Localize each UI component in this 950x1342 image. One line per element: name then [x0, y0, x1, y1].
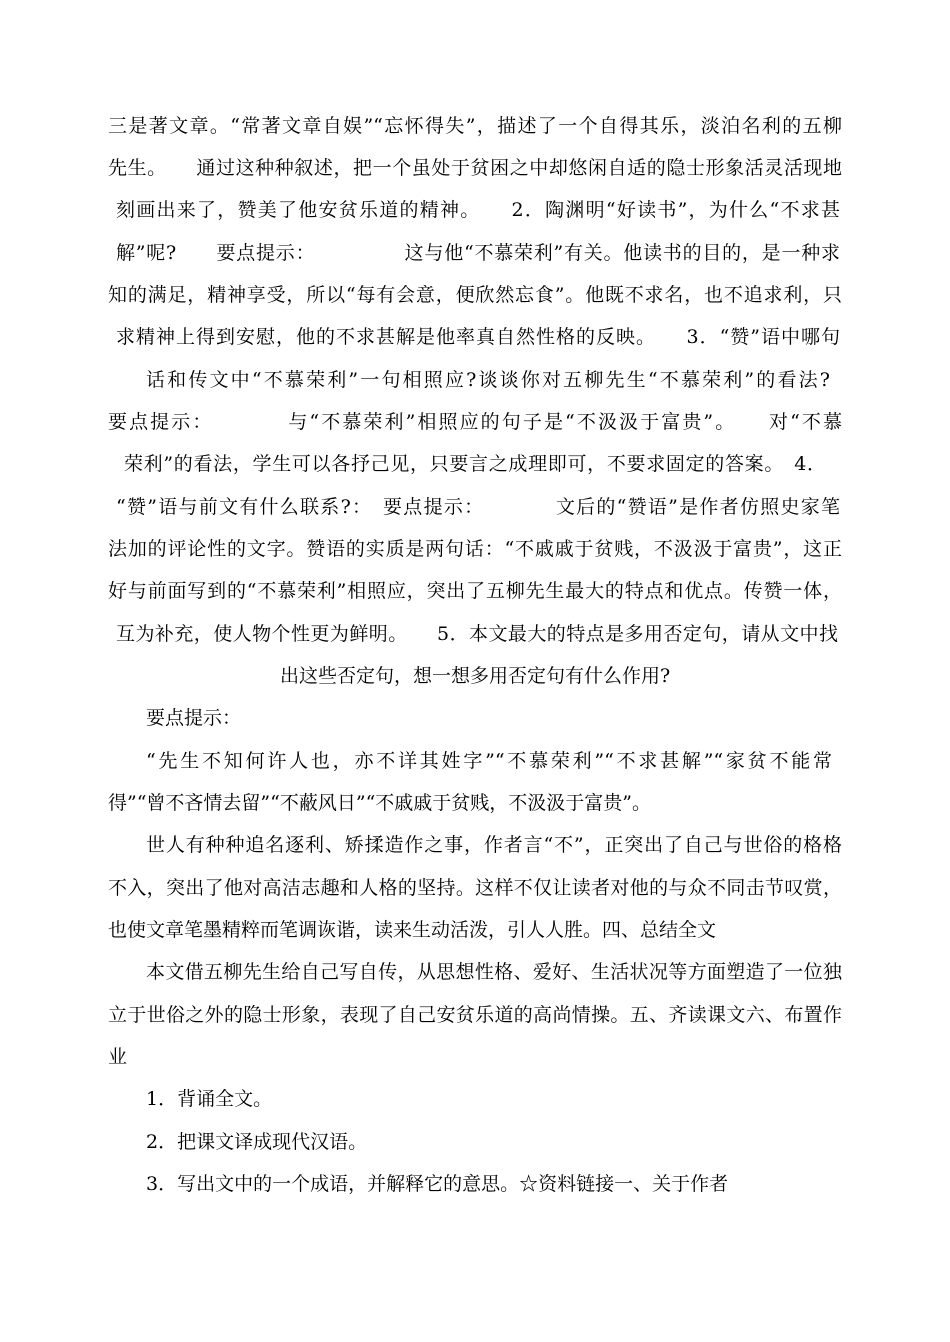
text-line-12: 好与前面写到的“不慕荣利”相照应，突出了五柳先生最大的特点和优点。传赞一体，	[108, 580, 842, 602]
text-line-24: 1．背诵全文。	[146, 1088, 273, 1110]
text-line-20: 也使文章笔墨精粹而笔调诙谐，读来生动活泼，引人人胜。四、总结全文	[108, 919, 717, 941]
text-line-7: 话和传文中“不慕荣利”一句相照应?谈谈你对五柳先生“不慕荣利”的看法?	[146, 369, 830, 391]
text-line-2: 先生。 通过这种种叙述，把一个虽处于贫困之中却悠闲自适的隐士形象活灵活现地	[108, 157, 842, 179]
text-line-14: 出这些否定句，想一想多用否定句有什么作用?	[280, 665, 671, 687]
text-line-15: 要点提示：	[146, 707, 242, 729]
text-line-21: 本文借五柳先生给自己写自传，从思想性格、爱好、生活状况等方面塑造了一位独	[146, 961, 842, 983]
text-line-19: 不入，突出了他对高洁志趣和人格的坚持。这样不仅让读者对他的与众不同击节叹赏，	[108, 877, 842, 899]
text-line-26: 3．写出文中的一个成语，并解释它的意思。☆资料链接一、关于作者	[146, 1173, 729, 1195]
text-line-3: 刻画出来了，赞美了他安贫乐道的精神。 2．陶渊明“好读书”，为什么“不求甚	[116, 199, 840, 221]
text-line-9: 荣利”的看法，学生可以各抒己见，只要言之成理即可，不要求固定的答案。 4．	[124, 453, 826, 475]
text-line-6: 求精神上得到安慰，他的不求甚解是他率真自然性格的反映。 3．“赞”语中哪句	[116, 326, 840, 348]
text-line-10: “赞”语与前文有什么联系?： 要点提示： 文后的“赞语”是作者仿照史家笔	[116, 496, 840, 518]
text-line-25: 2．把课文译成现代汉语。	[146, 1131, 368, 1153]
text-line-16: “先生不知何许人也，亦不详其姓字”“不慕荣利”“不求甚解”“家贫不能常	[146, 750, 832, 772]
text-line-8: 要点提示： 与“不慕荣利”相照应的句子是“不汲汲于富贵”。 对“不慕	[108, 411, 842, 433]
text-line-11: 法加的评论性的文字。赞语的实质是两句话：“不戚戚于贫贱，不汲汲于富贵”，这正	[108, 538, 842, 560]
text-line-18: 世人有种种追名逐利、矫揉造作之事，作者言“不”，正突出了自己与世俗的格格	[146, 834, 842, 856]
text-line-5: 知的满足，精神享受，所以“每有会意，便欣然忘食”。他既不求名，也不追求利，只	[108, 284, 842, 306]
text-line-4: 解”呢? 要点提示： 这与他“不慕荣利”有关。他读书的目的，是一种求	[116, 242, 840, 264]
text-line-1: 三是著文章。“常著文章自娱”“忘怀得失”，描述了一个自得其乐，淡泊名利的五柳	[108, 115, 842, 137]
text-line-17: 得”“曾不吝情去留”“不蔽风日”“不戚戚于贫贱，不汲汲于富贵”。	[108, 792, 651, 814]
text-line-13: 互为补充，使人物个性更为鲜明。 5．本文最大的特点是多用否定句，请从文中找	[116, 623, 838, 645]
text-line-23: 业	[108, 1046, 128, 1068]
text-line-22: 立于世俗之外的隐士形象，表现了自己安贫乐道的高尚情操。五、齐读课文六、布置作	[108, 1004, 842, 1026]
